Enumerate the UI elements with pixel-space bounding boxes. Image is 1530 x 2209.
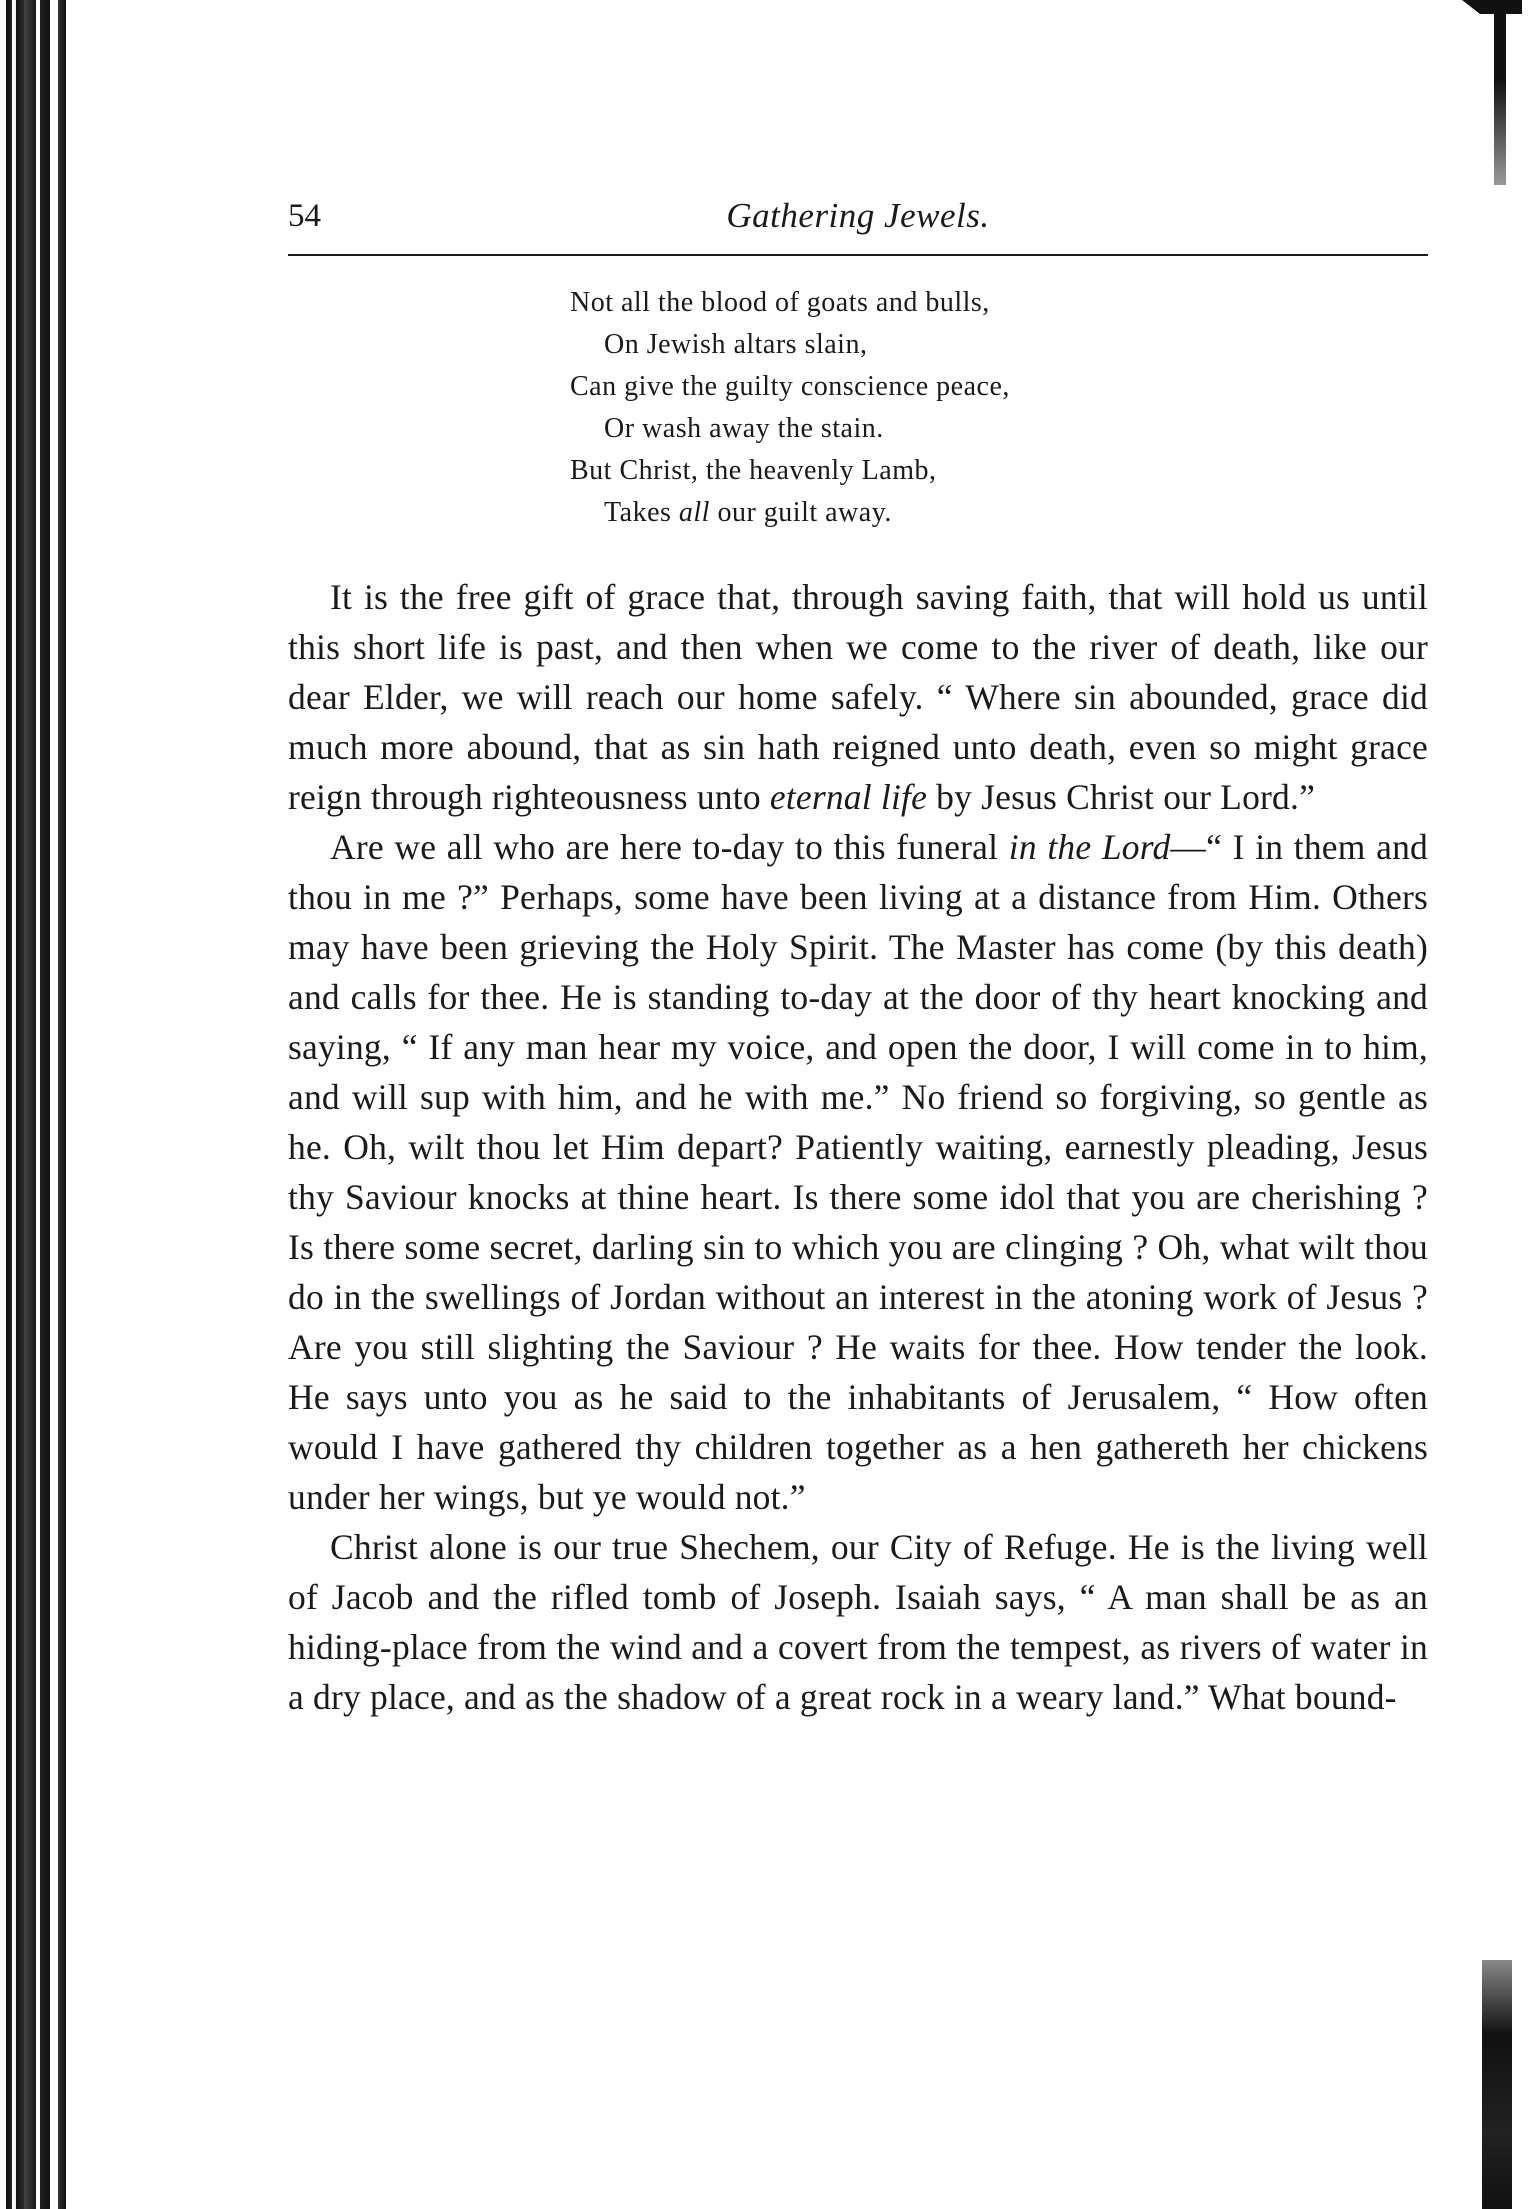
- poem-line-1: Not all the blood of goats and bulls,: [570, 287, 990, 318]
- paragraph-2: [288, 822, 1428, 1522]
- book-page: [288, 190, 1428, 1722]
- scan-artifact-top-right: [1462, 0, 1522, 200]
- poem-line-6-emphasis: all: [678, 497, 710, 528]
- poem-line-2: On Jewish altars slain,: [604, 329, 868, 360]
- poem-line-3: Can give the guilty conscience peace,: [570, 371, 1010, 402]
- paragraph-2-part-a: Are we all who are here to-day to this funeral: [330, 827, 1009, 867]
- paragraph-1-part-b: by Jesus Christ our Lord.”: [927, 777, 1316, 817]
- poem-line-6-after: our guilt away.: [709, 497, 892, 528]
- page-number: 54: [288, 198, 321, 234]
- page-header: [288, 190, 1428, 256]
- poem-line-5: But Christ, the heavenly Lamb,: [570, 455, 937, 486]
- paragraph-2-part-b: —“ I in them and thou in me ?” Perhaps, some have been living at a distance from Him. Others may have been grieving the Holy Spirit. The Master has come (by this death) and calls for thee. He is standing to-day at the door of thy heart knocking and saying, “ If any man hear my voice, and open the door, I will come in to him, and will sup with him, and he with me.” No friend so forgiving, so gentle as he. Oh, wilt thou let Him depart? Patiently waiting, earnestly pleading, Jesus thy Saviour knocks at thine heart. Is there some idol that you are cherishing ? Is there some secret, darling sin to which you are clinging ? Oh, what wilt thou do in the swellings of Jordan without an interest in the atoning work of Jesus ? Are you still slighting the Saviour ? He waits for thee. How tender the look. He says unto you as he said to the inhabitants of Jerusalem, “ How often would I have gathered thy children together as a hen gathereth her chickens under her wings, but ye would not.”: [288, 827, 1428, 1517]
- paragraph-1-emphasis: eternal life: [769, 777, 928, 817]
- poem-block: [570, 282, 1428, 534]
- paragraph-1: [288, 572, 1428, 822]
- running-head: Gathering Jewels.: [726, 196, 990, 235]
- body-text: [288, 572, 1428, 1722]
- poem-line-4: Or wash away the stain.: [604, 413, 884, 444]
- poem-line-6: [570, 492, 1428, 534]
- paragraph-1-part-a: It is the free gift of grace that, through saving faith, that will hold us until this short life is past, and then when we come to the river of death, like our dear Elder, we will reach our home safely. “ Where sin abounded, grace did much more abound, that as sin hath reigned unto death, even so might grace reign through righteousness unto: [288, 577, 1428, 817]
- paragraph-3: Christ alone is our true Shechem, our City of Refuge. He is the living well of Jacob and the rifled tomb of Joseph. Isaiah says, “ A man shall be as an hiding-place from the wind and a covert from the tempest, as rivers of water in a dry place, and as the shadow of a great rock in a weary land.” What bound-: [288, 1527, 1428, 1717]
- paragraph-2-emphasis: in the Lord: [1008, 827, 1171, 867]
- scan-gutter-left: [0, 0, 80, 2209]
- scan-artifact-bottom-right: [1482, 1960, 1512, 2209]
- poem-line-6-before: Takes: [604, 497, 679, 528]
- scan-artifact-bar: [1462, 0, 1522, 14]
- scan-artifact-stem: [1494, 10, 1506, 185]
